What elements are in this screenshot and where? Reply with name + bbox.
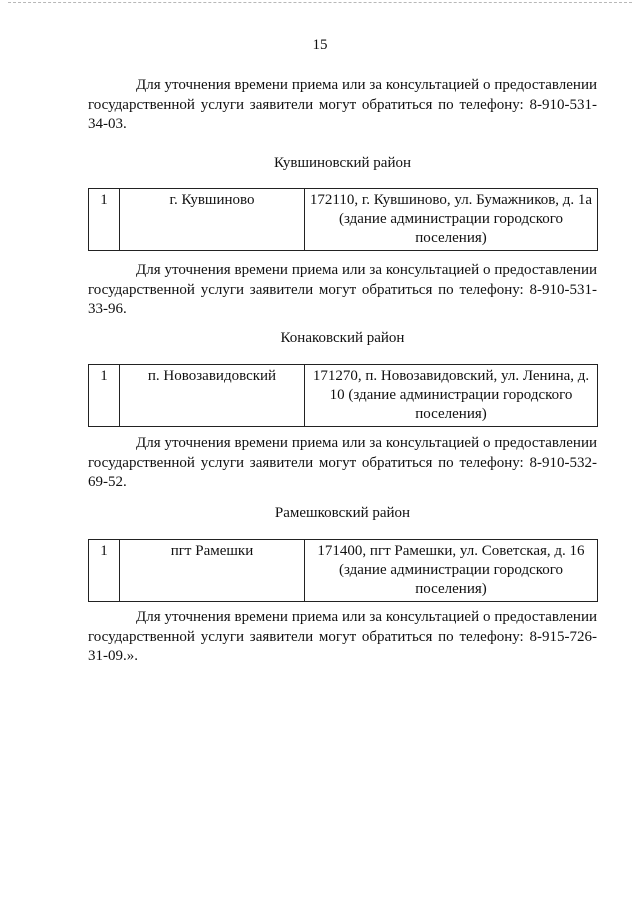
contact-paragraph-rameshki: Для уточнения времени приема или за консультацией о предоставлении государственной услуги заявители могут обратиться по телефону: 8-915-726-31-09.». — [88, 609, 597, 664]
office-address: 171270, п. Новозавидовский, ул. Ленина, д. 10 (здание администрации городского поселения) — [305, 365, 598, 427]
region-heading-kuvshinovo: Кувшиновский район — [273, 155, 412, 171]
region-heading-konakovo: Конаковский район — [280, 330, 405, 346]
row-number: 1 — [89, 189, 120, 251]
row-number: 1 — [89, 365, 120, 427]
office-address: 171400, пгт Рамешки, ул. Советская, д. 16 (здание администрации городского поселения) — [305, 540, 598, 602]
contact-paragraph-kuvshinovo: Для уточнения времени приема или за консультацией о предоставлении государственной услуги заявители могут обратиться по телефону: 8-910-531-33-96. — [88, 262, 597, 317]
office-table-konakovo — [88, 364, 598, 427]
scan-top-edge — [8, 2, 632, 3]
table-row — [89, 540, 598, 602]
settlement-name: п. Новозавидовский — [120, 365, 305, 427]
table-row — [89, 365, 598, 427]
intro-paragraph: Для уточнения времени приема или за консультацией о предоставлении государственной услуги заявители могут обратиться по телефону: 8-910-531-34-03. — [88, 77, 597, 132]
region-heading-rameshki: Рамешковский район — [274, 505, 411, 521]
office-table-kuvshinovo — [88, 188, 598, 251]
office-table-rameshki — [88, 539, 598, 602]
table-row — [89, 189, 598, 251]
settlement-name: г. Кувшиново — [120, 189, 305, 251]
office-address: 172110, г. Кувшиново, ул. Бумажников, д. 1а (здание администрации городского поселения) — [305, 189, 598, 251]
page-number: 15 — [312, 37, 328, 53]
contact-paragraph-konakovo: Для уточнения времени приема или за консультацией о предоставлении государственной услуги заявители могут обратиться по телефону: 8-910-532-69-52. — [88, 435, 597, 490]
settlement-name: пгт Рамешки — [120, 540, 305, 602]
row-number: 1 — [89, 540, 120, 602]
